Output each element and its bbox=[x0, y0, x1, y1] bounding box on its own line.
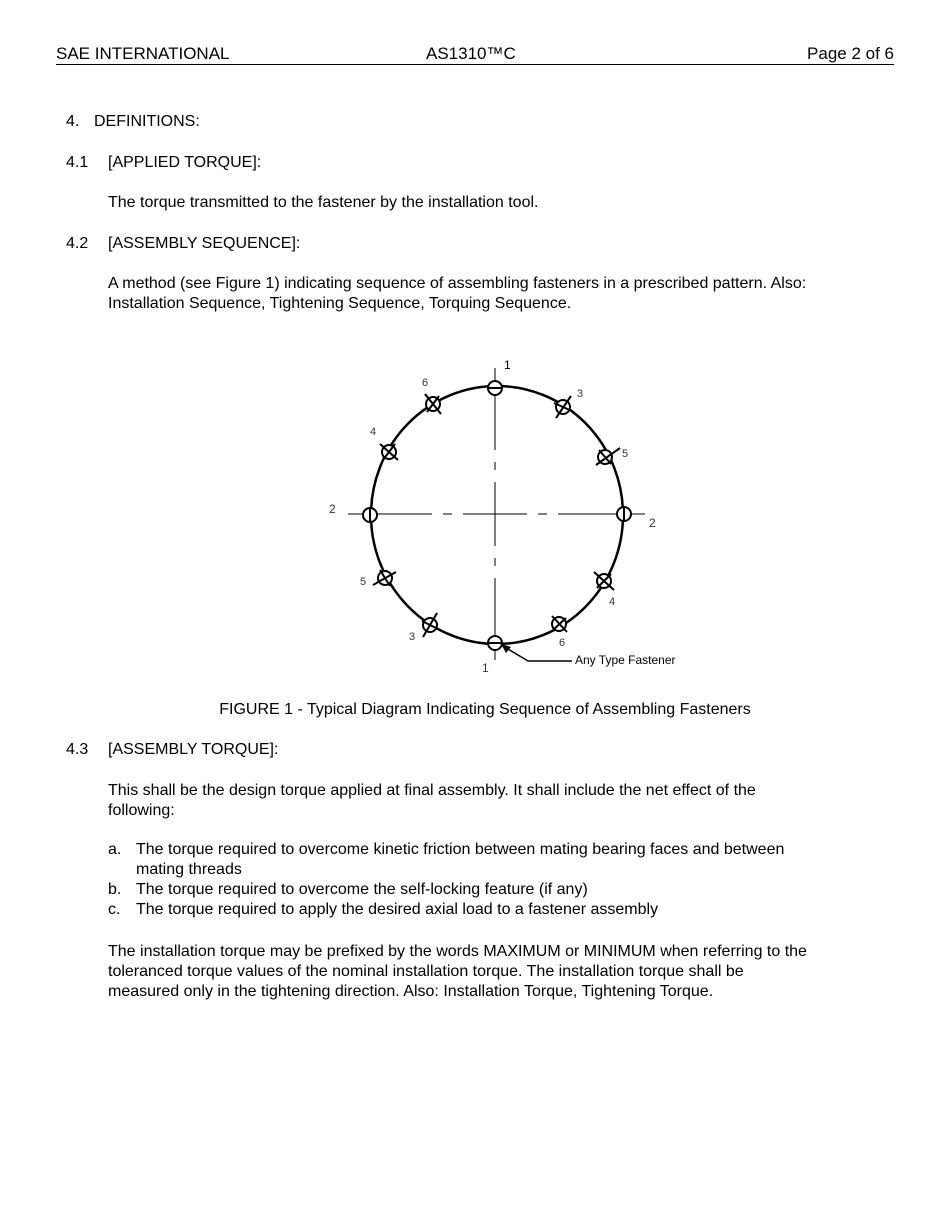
list-item-text: The torque required to overcome kinetic friction between mating bearing faces and between mating threads bbox=[136, 841, 785, 878]
fastener-upper-right-3 bbox=[554, 396, 572, 418]
fastener-lower-right-4 bbox=[594, 572, 614, 590]
section-4-1-number: 4.1 bbox=[66, 154, 89, 171]
torque-components-list bbox=[108, 840, 868, 920]
label-lower-left-3: 3 bbox=[409, 631, 416, 643]
fastener-upper-left-4 bbox=[380, 444, 398, 460]
label-lower-left-5: 5 bbox=[360, 576, 367, 588]
section-4-3-closing bbox=[108, 942, 868, 1002]
list-item-letter: a. bbox=[108, 841, 122, 858]
list-item bbox=[108, 880, 868, 900]
section-4-number: 4. bbox=[66, 113, 80, 130]
label-bottom-1: 1 bbox=[482, 661, 489, 675]
bolt-circle bbox=[371, 386, 623, 644]
section-4-title: DEFINITIONS: bbox=[94, 113, 200, 130]
list-item-text: The torque required to apply the desired axial load to a fastener assembly bbox=[136, 901, 659, 918]
section-4-3-number: 4.3 bbox=[66, 741, 89, 758]
list-item-text: The torque required to overcome the self-locking feature (if any) bbox=[136, 881, 588, 898]
callout-label: Any Type Fastener bbox=[575, 653, 676, 667]
section-4-2-number: 4.2 bbox=[66, 235, 89, 252]
label-upper-left-6: 6 bbox=[422, 377, 429, 389]
figure-1-caption: FIGURE 1 - Typical Diagram Indicating Sequence of Assembling Fasteners bbox=[219, 701, 751, 718]
fastener-bottom bbox=[488, 636, 502, 650]
section-4-1-title: [APPLIED TORQUE]: bbox=[108, 154, 262, 171]
center-lines bbox=[348, 368, 645, 660]
header-page-number: Page 2 of 6 bbox=[807, 44, 894, 63]
label-lower-right-6: 6 bbox=[559, 637, 566, 649]
fastener-left bbox=[363, 508, 377, 522]
fastener-lower-left-5 bbox=[373, 570, 396, 586]
label-top-1: 1 bbox=[504, 358, 511, 372]
fastener-right bbox=[617, 507, 631, 521]
section-4-3-closing-line: measured only in the tightening direction. Also: Installation Torque, Tightening Torque. bbox=[108, 983, 714, 1000]
label-left-2: 2 bbox=[329, 502, 336, 516]
header-document-id: AS1310™C bbox=[426, 44, 516, 63]
list-item bbox=[108, 840, 868, 880]
fastener-lower-right-6 bbox=[552, 616, 567, 632]
section-4-3-intro-line: This shall be the design torque applied at final assembly. It shall include the net effect of the bbox=[108, 782, 756, 799]
label-upper-left-4: 4 bbox=[370, 426, 377, 438]
section-4-3-closing-line: The installation torque may be prefixed by the words MAXIMUM or MINIMUM when referring to the bbox=[108, 943, 807, 960]
section-4-3-closing-line: toleranced torque values of the nominal installation torque. The installation torque shall be bbox=[108, 963, 744, 980]
fastener-upper-right-5 bbox=[596, 448, 620, 465]
section-4-2-body-line: A method (see Figure 1) indicating sequence of assembling fasteners in a prescribed pattern. Also: bbox=[108, 275, 807, 292]
section-4-1-body-text: The torque transmitted to the fastener by the installation tool. bbox=[108, 194, 539, 211]
label-upper-right-3: 3 bbox=[577, 388, 584, 400]
fastener-lower-left-3 bbox=[422, 613, 438, 637]
section-4-2-body-line: Installation Sequence, Tightening Sequence, Torquing Sequence. bbox=[108, 295, 572, 312]
section-4-3-intro bbox=[108, 781, 868, 821]
list-item-letter: b. bbox=[108, 881, 122, 898]
fastener-top bbox=[488, 381, 502, 395]
list-item bbox=[108, 900, 868, 920]
section-4-3-title: [ASSEMBLY TORQUE]: bbox=[108, 741, 279, 758]
label-right-2: 2 bbox=[649, 516, 656, 530]
label-upper-right-5: 5 bbox=[622, 448, 629, 460]
header-organization: SAE INTERNATIONAL bbox=[56, 44, 230, 63]
label-lower-right-4: 4 bbox=[609, 596, 616, 608]
section-4-3-intro-line: following: bbox=[108, 802, 175, 819]
list-item-letter: c. bbox=[108, 901, 121, 918]
section-4-2-title: [ASSEMBLY SEQUENCE]: bbox=[108, 235, 301, 252]
fastener-upper-left-6 bbox=[425, 394, 441, 414]
